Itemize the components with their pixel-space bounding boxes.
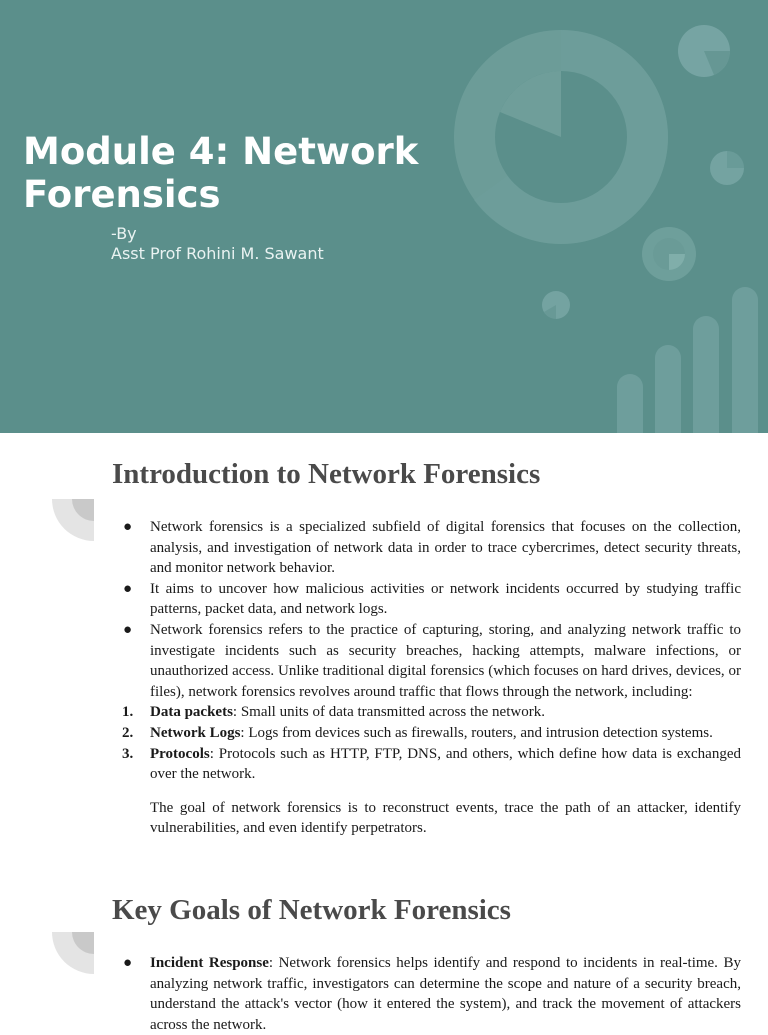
key-goal-bullet-1 — [123, 953, 741, 1035]
number-marker: 1. — [122, 704, 134, 721]
key-goal-desc: : Network forensics helps identify and respond to incidents in real-time. By analyzing network traffic, investigators can determine the scope and nature of a security breach, understand the attack's vector (how it entered the system), and track the movement of attackers across the network. — [150, 955, 741, 1033]
intro-bullet-1-text: Network forensics is a specialized subfield of digital forensics that focuses on the collection, analysis, and investigation of network data in order to trace cybercrimes, detect security threats, and monitor network behavior. — [150, 519, 741, 577]
intro-bullet-2-text: It aims to uncover how malicious activities or network incidents occurred by studying traffic patterns, packet data, and network logs. — [150, 580, 741, 618]
goal-paragraph: The goal of network forensics is to reconstruct events, trace the path of an attacker, identify vulnerabilities, and even identify perpetrators. — [150, 799, 741, 837]
numbered-item-desc: : Logs from devices such as firewalls, routers, and intrusion detection systems. — [240, 724, 713, 741]
slide-by-label: -By — [111, 224, 137, 243]
numbered-item-term: Protocols — [150, 745, 210, 762]
numbered-item-2 — [122, 723, 741, 744]
slide-title — [23, 130, 418, 216]
number-marker: 2. — [122, 724, 134, 741]
key-goals-content — [123, 953, 741, 1035]
slide-title-line2: Forensics — [23, 173, 221, 216]
slide-title-line1: Module 4: Network — [23, 130, 419, 173]
intro-content — [122, 517, 741, 839]
quarter-circle-icon — [52, 499, 96, 543]
numbered-item-desc: : Protocols such as HTTP, FTP, DNS, and others, which define how data is exchanged over the network. — [150, 745, 741, 783]
numbered-item-term: Network Logs — [150, 724, 241, 741]
intro-bullet-3 — [123, 620, 741, 702]
numbered-item-term: Data packets — [150, 704, 233, 721]
bullet-icon: ● — [123, 580, 133, 597]
quarter-circle-icon — [52, 932, 96, 976]
bullet-icon: ● — [123, 519, 133, 535]
number-marker: 3. — [122, 745, 134, 762]
intro-bullet-1 — [123, 517, 741, 579]
numbered-item-3 — [122, 744, 741, 785]
numbered-item-1 — [122, 702, 741, 723]
bullet-icon: ● — [123, 955, 133, 971]
key-goals-heading: Key Goals of Network Forensics — [112, 894, 511, 926]
numbered-item-desc: : Small units of data transmitted across the network. — [232, 704, 545, 721]
title-slide — [0, 0, 768, 433]
key-goal-term: Incident Response — [150, 955, 269, 971]
bullet-icon: ● — [123, 621, 133, 638]
decorative-chart-graphic — [0, 0, 768, 433]
intro-bullet-2 — [123, 579, 741, 620]
slide-author: Asst Prof Rohini M. Sawant — [111, 244, 324, 263]
key-goals-section — [0, 870, 768, 1033]
intro-heading: Introduction to Network Forensics — [112, 458, 541, 490]
intro-bullet-3-text: Network forensics refers to the practice of capturing, storing, and analyzing network traffic to investigate incidents such as security breaches, hacking attempts, malware infections, or unauthorized access. Unlike traditional digital forensics (which focuses on hard drives, devices, or files), network forensics revolves around traffic that flows through the network, including: — [150, 621, 741, 700]
